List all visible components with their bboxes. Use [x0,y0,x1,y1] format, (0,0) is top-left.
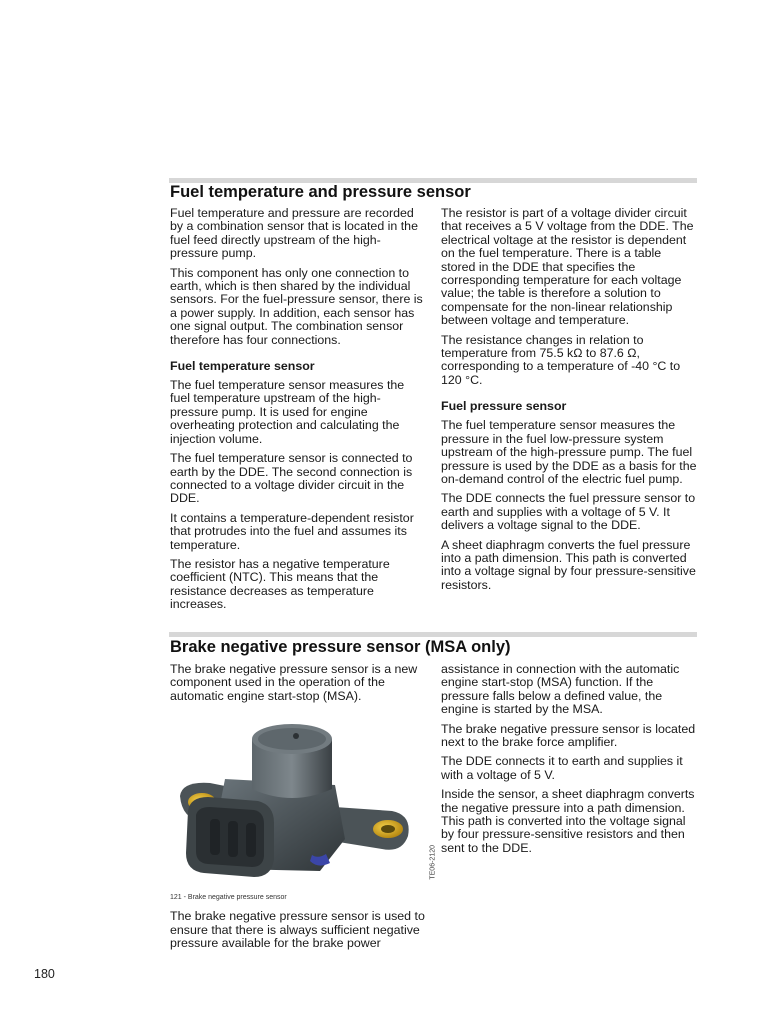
section-title-fuel-sensor: Fuel temperature and pressure sensor [170,183,471,201]
paragraph: The DDE connects it to earth and supplies it with a voltage of 5 V. [441,754,683,782]
paragraph: The resistor has a negative temperature coefficient (NTC). This means that the resistance decreases as temperature increases. [170,556,390,612]
section2-left-column [170,662,437,956]
paragraph: The resistor is part of a voltage divider circuit that receives a 5 V voltage from the DDE. The electrical voltage at the resistor is dependent on the fuel temperature. There is a table stored in the DDE that specifies the corresponding temperature for each voltage value; the table is therefore a solution to compensate for the non-linear relationship between voltage and temperature. [441,206,694,328]
figure-code: TE06-2120 [430,845,437,880]
paragraph: The brake negative pressure sensor is a new component used in the operation of the automatic engine start-stop (MSA). [170,662,418,703]
paragraph: The brake negative pressure sensor is located next to the brake force amplifier. [441,721,696,750]
paragraph: The DDE connects the fuel pressure sensor to earth and supplies with a voltage of 5 V. It delivers a voltage signal to the DDE. [441,491,696,533]
paragraph: The fuel temperature sensor measures the fuel temperature upstream of the high-pressure pump. It is used for engine overheating protection and calculating the injection volume. [170,378,405,446]
paragraph: It contains a temperature-dependent resistor that protrudes into the fuel and assumes its temperature. [170,510,414,552]
paragraph: The fuel temperature sensor measures the pressure in the fuel low-pressure system upstream of the high-pressure pump. The fuel pressure is used by the DDE as a basis for the on-demand control of the electric fuel pump. [441,418,697,486]
section2-right-column [441,663,698,861]
section1-right-column [441,207,698,598]
paragraph: Fuel temperature and pressure are recorded by a combination sensor that is located in the fuel feed directly upstream of the high-pressure pump. [170,206,418,261]
subheading-fuel-temperature-sensor: Fuel temperature sensor [170,359,315,374]
section1-left-column [170,207,427,618]
page-number: 180 [34,967,55,981]
paragraph: assistance in connection with the automatic engine start-stop (MSA) function. If the pressure falls below a defined value, the engine is started by the MSA. [441,662,680,717]
figure-caption: 121 - Brake negative pressure sensor [170,894,287,902]
paragraph: Inside the sensor, a sheet diaphragm converts the negative pressure into a path dimension. This path is converted into the voltage signal by four pressure-sensitive resistors and then sent to the DDE. [441,787,695,855]
paragraph: The resistance changes in relation to temperature from 75.5 kΩ to 87.6 Ω, corresponding to a temperature of -40 °C to 120 °C. [441,332,681,387]
subheading-fuel-pressure-sensor: Fuel pressure sensor [441,399,567,414]
brake-sensor-figure [170,711,437,889]
brake-negative-pressure-sensor-illustration [170,711,427,889]
paragraph: A sheet diaphragm converts the fuel pressure into a path dimension. This path is converted into a voltage signal by four pressure-sensitive resistors. [441,537,696,592]
paragraph: The brake negative pressure sensor is used to ensure that there is always sufficient negative pressure available for the brake power [170,909,425,951]
section-title-brake-sensor: Brake negative pressure sensor (MSA only) [170,638,511,656]
paragraph: This component has only one connection to earth, which is then shared by the individual sensors. For the fuel-pressure sensor, there is a power supply. In addition, each sensor has one signal output. The combination sensor therefore has four connections. [170,265,423,347]
paragraph: The fuel temperature sensor is connected to earth by the DDE. The second connection is connected to a voltage divider circuit in the DDE. [170,451,413,506]
